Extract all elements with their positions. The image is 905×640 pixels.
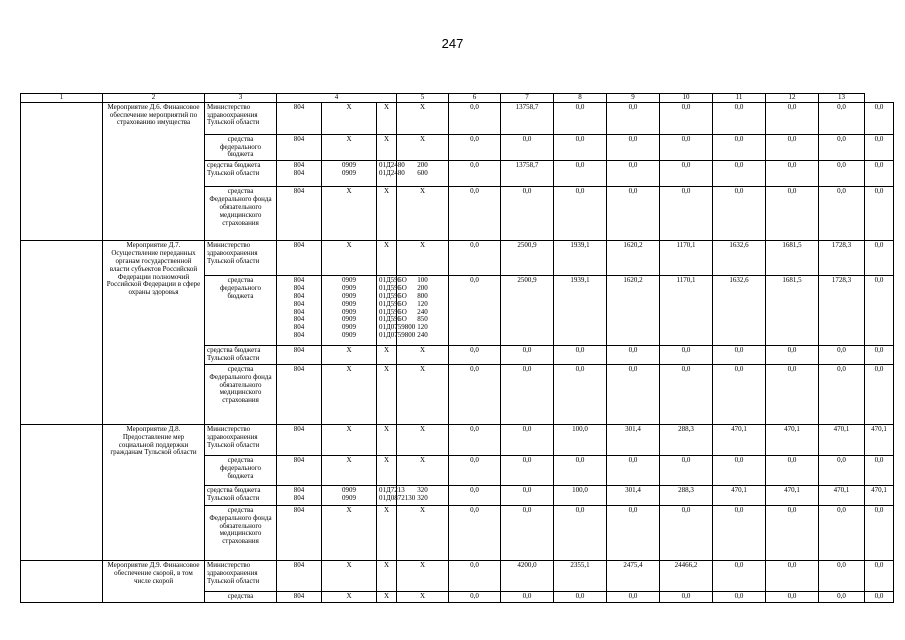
funding-source-cell: средства Федерального фонда обязательного медицинского страхования xyxy=(205,364,277,424)
value-cell-col7: 0,0 xyxy=(554,505,607,560)
event-name-cell: Мероприятие Д.8. Предоставление мер социальной поддержки гражданам Тульской области xyxy=(103,424,205,560)
value-cell-col7: 100,0 xyxy=(554,424,607,455)
value-cell-col9: 0,0 xyxy=(660,187,713,241)
funding-source-cell: средства бюджета Тульской области xyxy=(205,161,277,187)
value-cell-col7: 0,0 xyxy=(554,455,607,485)
value-cell-col10: 0,0 xyxy=(713,364,766,424)
value-cell-col12: 1728,3 xyxy=(819,241,865,276)
funding-source-cell: средства бюджета Тульской области xyxy=(205,485,277,505)
value-cell-col5: 0,0 xyxy=(449,241,501,276)
grbs-code-cell: 804 xyxy=(277,455,322,485)
value-cell-col8: 0,0 xyxy=(607,505,660,560)
section-code-cell: X xyxy=(322,560,377,591)
target-article-cell: 01Д2480 01Д2480 xyxy=(377,161,397,187)
value-cell-col13: 0,0 xyxy=(865,560,894,591)
value-cell-col11: 0,0 xyxy=(766,161,819,187)
value-cell-col7: 0,0 xyxy=(554,187,607,241)
value-cell-col11: 0,0 xyxy=(766,134,819,160)
target-article-cell: X xyxy=(377,455,397,485)
section-code-cell: X xyxy=(322,455,377,485)
section-code-cell: 0909 0909 xyxy=(322,485,377,505)
value-cell-col12: 0,0 xyxy=(819,134,865,160)
value-cell-col12: 0,0 xyxy=(819,102,865,134)
value-cell-col5: 0,0 xyxy=(449,505,501,560)
value-cell-col13: 470,1 xyxy=(865,424,894,455)
value-cell-col6: 0,0 xyxy=(501,455,554,485)
value-cell-col9: 0,0 xyxy=(660,346,713,365)
target-article-cell: X xyxy=(377,187,397,241)
grbs-code-cell: 804 xyxy=(277,241,322,276)
value-cell-col8: 2475,4 xyxy=(607,560,660,591)
value-cell-col7: 0,0 xyxy=(554,591,607,602)
value-cell-col8: 0,0 xyxy=(607,134,660,160)
grbs-code-cell: 804 804 804 804 804 804 804 804 xyxy=(277,276,322,346)
value-cell-col5: 0,0 xyxy=(449,276,501,346)
value-cell-col13: 0,0 xyxy=(865,364,894,424)
header-col-11: 11 xyxy=(713,94,766,103)
value-cell-col11: 0,0 xyxy=(766,364,819,424)
value-cell-col11: 1681,5 xyxy=(766,241,819,276)
value-cell-col9: 24466,2 xyxy=(660,560,713,591)
value-cell-col6: 0,0 xyxy=(501,187,554,241)
grbs-code-cell: 804 xyxy=(277,364,322,424)
value-cell-col6: 0,0 xyxy=(501,134,554,160)
target-article-cell: X xyxy=(377,134,397,160)
value-cell-col13: 0,0 xyxy=(865,241,894,276)
header-row xyxy=(21,94,894,103)
funding-source-cell: Министерство здравоохранения Тульской области xyxy=(205,241,277,276)
value-cell-col6: 2500,9 xyxy=(501,276,554,346)
expense-type-cell: 200 600 xyxy=(397,161,449,187)
expense-type-cell: X xyxy=(397,455,449,485)
value-cell-col6: 0,0 xyxy=(501,485,554,505)
target-article-cell: 01Д59БО 01Д59БО 01Д59БО 01Д59БО 01Д59БО 01Д59БО 01Д0759800 01Д0759800 xyxy=(377,276,397,346)
value-cell-col6: 4200,0 xyxy=(501,560,554,591)
value-cell-col7: 0,0 xyxy=(554,134,607,160)
value-cell-col12: 0,0 xyxy=(819,346,865,365)
value-cell-col10: 470,1 xyxy=(713,485,766,505)
expense-type-cell: X xyxy=(397,187,449,241)
value-cell-col11: 0,0 xyxy=(766,505,819,560)
grbs-code-cell: 804 xyxy=(277,102,322,134)
value-cell-col7: 0,0 xyxy=(554,346,607,365)
expense-type-cell: X xyxy=(397,560,449,591)
value-cell-col5: 0,0 xyxy=(449,560,501,591)
value-cell-col10: 0,0 xyxy=(713,455,766,485)
value-cell-col8: 0,0 xyxy=(607,187,660,241)
value-cell-col12: 0,0 xyxy=(819,455,865,485)
section-code-cell: X xyxy=(322,364,377,424)
value-cell-col10: 0,0 xyxy=(713,346,766,365)
value-cell-col5: 0,0 xyxy=(449,134,501,160)
value-cell-col12: 1728,3 xyxy=(819,276,865,346)
funding-source-cell: средства Федерального фонда обязательного медицинского страхования xyxy=(205,505,277,560)
value-cell-col10: 0,0 xyxy=(713,187,766,241)
value-cell-col11: 0,0 xyxy=(766,346,819,365)
header-col-2: 2 xyxy=(103,94,205,103)
header-col-1: 1 xyxy=(21,94,103,103)
value-cell-col5: 0,0 xyxy=(449,455,501,485)
section-code-cell: X xyxy=(322,505,377,560)
value-cell-col5: 0,0 xyxy=(449,364,501,424)
expense-type-cell: X xyxy=(397,364,449,424)
value-cell-col12: 0,0 xyxy=(819,364,865,424)
value-cell-col6: 13758,7 xyxy=(501,161,554,187)
value-cell-col9: 288,3 xyxy=(660,424,713,455)
value-cell-col6: 2500,9 xyxy=(501,241,554,276)
expense-type-cell: X xyxy=(397,424,449,455)
table-body xyxy=(21,102,894,602)
value-cell-col11: 0,0 xyxy=(766,102,819,134)
table-row xyxy=(21,424,894,455)
expense-type-cell: 320 320 xyxy=(397,485,449,505)
value-cell-col6: 13758,7 xyxy=(501,102,554,134)
value-cell-col13: 0,0 xyxy=(865,505,894,560)
header-col-9: 9 xyxy=(607,94,660,103)
value-cell-col7: 0,0 xyxy=(554,102,607,134)
value-cell-col6: 0,0 xyxy=(501,364,554,424)
value-cell-col10: 0,0 xyxy=(713,102,766,134)
value-cell-col8: 0,0 xyxy=(607,346,660,365)
section-code-cell: X xyxy=(322,346,377,365)
expense-type-cell: X xyxy=(397,346,449,365)
header-col-10: 10 xyxy=(660,94,713,103)
value-cell-col9: 0,0 xyxy=(660,102,713,134)
value-cell-col5: 0,0 xyxy=(449,424,501,455)
grbs-code-cell: 804 804 xyxy=(277,161,322,187)
section-code-cell: X xyxy=(322,134,377,160)
value-cell-col8: 301,4 xyxy=(607,424,660,455)
grbs-code-cell: 804 xyxy=(277,187,322,241)
value-cell-col11: 470,1 xyxy=(766,424,819,455)
value-cell-col9: 0,0 xyxy=(660,505,713,560)
value-cell-col7: 1939,1 xyxy=(554,276,607,346)
value-cell-col13: 0,0 xyxy=(865,187,894,241)
value-cell-col12: 0,0 xyxy=(819,560,865,591)
value-cell-col8: 0,0 xyxy=(607,364,660,424)
section-code-cell: X xyxy=(322,102,377,134)
target-article-cell: 01Д7213 01Д0872130 xyxy=(377,485,397,505)
value-cell-col9: 0,0 xyxy=(660,364,713,424)
value-cell-col9: 0,0 xyxy=(660,591,713,602)
table-row xyxy=(21,241,894,276)
value-cell-col10: 0,0 xyxy=(713,161,766,187)
value-cell-col12: 0,0 xyxy=(819,161,865,187)
target-article-cell: X xyxy=(377,560,397,591)
event-name-cell: Мероприятие Д.9. Финансовое обеспечение скорой, в том числе скорой xyxy=(103,560,205,602)
funding-source-cell: Министерство здравоохранения Тульской области xyxy=(205,424,277,455)
value-cell-col10: 1632,6 xyxy=(713,276,766,346)
target-article-cell: X xyxy=(377,505,397,560)
value-cell-col7: 0,0 xyxy=(554,161,607,187)
value-cell-col6: 0,0 xyxy=(501,505,554,560)
value-cell-col6: 0,0 xyxy=(501,591,554,602)
section-code-cell: X xyxy=(322,591,377,602)
value-cell-col10: 0,0 xyxy=(713,560,766,591)
value-cell-col8: 1620,2 xyxy=(607,241,660,276)
value-cell-col7: 100,0 xyxy=(554,485,607,505)
col1-cell xyxy=(21,241,103,425)
value-cell-col9: 288,3 xyxy=(660,485,713,505)
funding-source-cell: Министерство здравоохранения Тульской области xyxy=(205,560,277,591)
value-cell-col8: 301,4 xyxy=(607,485,660,505)
page-number: 247 xyxy=(441,36,464,51)
target-article-cell: X xyxy=(377,424,397,455)
header-col-12: 12 xyxy=(766,94,819,103)
expense-type-cell: X xyxy=(397,591,449,602)
expense-type-cell: X xyxy=(397,241,449,276)
value-cell-col13: 0,0 xyxy=(865,346,894,365)
value-cell-col9: 1170,1 xyxy=(660,276,713,346)
value-cell-col13: 0,0 xyxy=(865,161,894,187)
funding-source-cell: Министерство здравоохранения Тульской области xyxy=(205,102,277,134)
value-cell-col8: 0,0 xyxy=(607,455,660,485)
event-name-cell: Мероприятие Д.6. Финансовое обеспечение мероприятий по страхованию имущества xyxy=(103,102,205,240)
budget-table xyxy=(20,93,894,603)
value-cell-col5: 0,0 xyxy=(449,161,501,187)
grbs-code-cell: 804 xyxy=(277,560,322,591)
target-article-cell: X xyxy=(377,591,397,602)
value-cell-col10: 1632,6 xyxy=(713,241,766,276)
value-cell-col11: 0,0 xyxy=(766,455,819,485)
funding-source-cell: средства Федерального фонда обязательного медицинского страхования xyxy=(205,187,277,241)
value-cell-col11: 470,1 xyxy=(766,485,819,505)
target-article-cell: X xyxy=(377,241,397,276)
value-cell-col10: 0,0 xyxy=(713,505,766,560)
value-cell-col8: 0,0 xyxy=(607,591,660,602)
funding-source-cell: средства федерального бюджета xyxy=(205,276,277,346)
section-code-cell: 0909 0909 0909 0909 0909 0909 0909 0909 xyxy=(322,276,377,346)
funding-source-cell: средства бюджета Тульской области xyxy=(205,346,277,365)
value-cell-col5: 0,0 xyxy=(449,346,501,365)
table-row xyxy=(21,560,894,591)
value-cell-col5: 0,0 xyxy=(449,485,501,505)
expense-type-cell: X xyxy=(397,505,449,560)
target-article-cell: X xyxy=(377,102,397,134)
header-col-3: 3 xyxy=(205,94,277,103)
grbs-code-cell: 804 xyxy=(277,134,322,160)
value-cell-col8: 1620,2 xyxy=(607,276,660,346)
expense-type-cell: 100 200 800 120 240 850 120 240 xyxy=(397,276,449,346)
expense-type-cell: X xyxy=(397,134,449,160)
section-code-cell: 0909 0909 xyxy=(322,161,377,187)
expense-type-cell: X xyxy=(397,102,449,134)
value-cell-col9: 0,0 xyxy=(660,161,713,187)
value-cell-col8: 0,0 xyxy=(607,102,660,134)
funding-source-cell: средства федерального бюджета xyxy=(205,455,277,485)
header-col-8: 8 xyxy=(554,94,607,103)
grbs-code-cell: 804 xyxy=(277,346,322,365)
value-cell-col12: 0,0 xyxy=(819,187,865,241)
value-cell-col7: 0,0 xyxy=(554,364,607,424)
funding-source-cell: средства xyxy=(205,591,277,602)
header-col-13: 13 xyxy=(819,94,865,103)
value-cell-col10: 0,0 xyxy=(713,134,766,160)
value-cell-col11: 0,0 xyxy=(766,187,819,241)
value-cell-col13: 0,0 xyxy=(865,276,894,346)
value-cell-col6: 0,0 xyxy=(501,346,554,365)
value-cell-col13: 0,0 xyxy=(865,455,894,485)
col1-cell xyxy=(21,424,103,560)
value-cell-col9: 1170,1 xyxy=(660,241,713,276)
header-col-6: 6 xyxy=(449,94,501,103)
section-code-cell: X xyxy=(322,241,377,276)
value-cell-col5: 0,0 xyxy=(449,187,501,241)
grbs-code-cell: 804 xyxy=(277,424,322,455)
value-cell-col13: 0,0 xyxy=(865,102,894,134)
value-cell-col8: 0,0 xyxy=(607,161,660,187)
value-cell-col5: 0,0 xyxy=(449,591,501,602)
event-name-cell: Мероприятие Д.7. Осуществление переданных органам государственной власти субъектов Российской Федерации полномочий Российской Федерации в сфере охраны здоровья xyxy=(103,241,205,425)
value-cell-col12: 0,0 xyxy=(819,505,865,560)
header-col-4: 4 xyxy=(277,94,397,103)
value-cell-col7: 1939,1 xyxy=(554,241,607,276)
value-cell-col11: 0,0 xyxy=(766,591,819,602)
value-cell-col11: 0,0 xyxy=(766,560,819,591)
table-row xyxy=(21,102,894,134)
funding-source-cell: средства федерального бюджета xyxy=(205,134,277,160)
value-cell-col11: 1681,5 xyxy=(766,276,819,346)
value-cell-col6: 0,0 xyxy=(501,424,554,455)
value-cell-col12: 470,1 xyxy=(819,424,865,455)
value-cell-col13: 0,0 xyxy=(865,591,894,602)
value-cell-col5: 0,0 xyxy=(449,102,501,134)
section-code-cell: X xyxy=(322,424,377,455)
target-article-cell: X xyxy=(377,346,397,365)
section-code-cell: X xyxy=(322,187,377,241)
value-cell-col13: 0,0 xyxy=(865,134,894,160)
value-cell-col7: 2355,1 xyxy=(554,560,607,591)
header-col-5: 5 xyxy=(397,94,449,103)
value-cell-col10: 470,1 xyxy=(713,424,766,455)
value-cell-col12: 470,1 xyxy=(819,485,865,505)
value-cell-col10: 0,0 xyxy=(713,591,766,602)
grbs-code-cell: 804 xyxy=(277,505,322,560)
col1-cell xyxy=(21,102,103,240)
value-cell-col12: 0,0 xyxy=(819,591,865,602)
col1-cell xyxy=(21,560,103,602)
value-cell-col9: 0,0 xyxy=(660,455,713,485)
grbs-code-cell: 804 xyxy=(277,591,322,602)
target-article-cell: X xyxy=(377,364,397,424)
value-cell-col13: 470,1 xyxy=(865,485,894,505)
header-col-7: 7 xyxy=(501,94,554,103)
grbs-code-cell: 804 804 xyxy=(277,485,322,505)
value-cell-col9: 0,0 xyxy=(660,134,713,160)
